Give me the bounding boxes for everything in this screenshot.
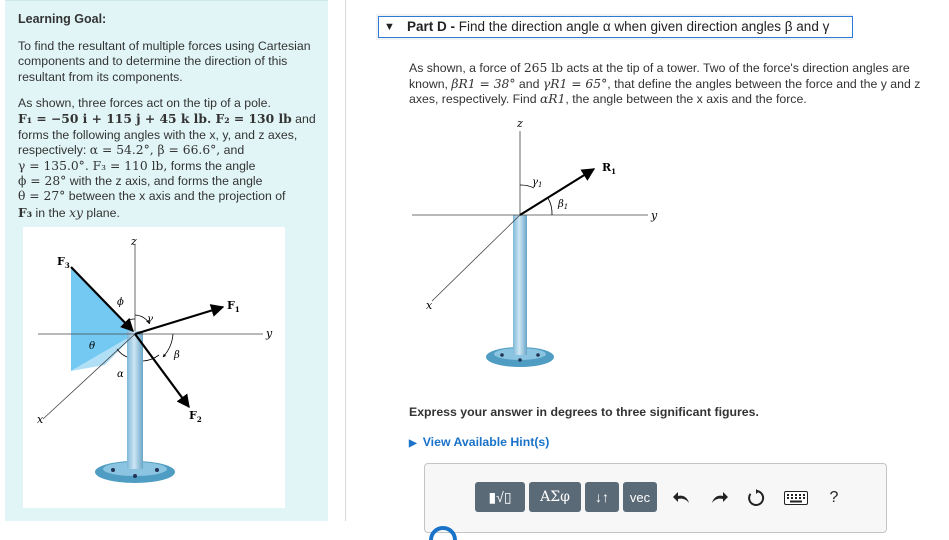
lg-lead: As shown, three forces act on the tip of a pole. [18, 96, 271, 110]
templates-icon: ▮√▯ [488, 488, 512, 505]
q-t1: As shown, a force of [409, 61, 521, 75]
help-button[interactable] [822, 486, 846, 510]
q-t3: and [518, 76, 540, 91]
learning-goal-intro: To find the resultant of multiple forces using Cartesian components and to determine the direction of this resultant from its components. [18, 39, 311, 84]
templates-button[interactable] [475, 482, 525, 512]
undo-icon [673, 490, 691, 506]
lg-forms: forms the angle [170, 158, 256, 173]
learning-goal-panel [5, 0, 328, 521]
tower-z-label: z [517, 117, 523, 130]
hints-caret-icon: ▶ [409, 438, 417, 449]
q-t6: , the angle between the x axis and the force. [565, 92, 807, 107]
question-text [409, 61, 934, 108]
pole-x-label: x [37, 413, 44, 426]
tower-x-axis [432, 215, 520, 301]
q-beta: βR1 = 38° [451, 76, 516, 91]
part-d-title[interactable] [407, 19, 829, 34]
pole-phi-label: ϕ [117, 297, 124, 308]
tower-force-diagram [408, 115, 688, 375]
pole [127, 331, 143, 469]
vec-label: vec [629, 489, 651, 505]
lg-f3: F₃ [18, 204, 33, 220]
pole-z-label: z [131, 235, 137, 248]
lg-phi: ϕ = 28° [18, 174, 67, 189]
collapse-caret-icon[interactable]: ▼ [384, 21, 395, 33]
lg-f1-values: F₁ = −50 i + 115 j + 45 k lb. F₂ = 130 lb [18, 111, 292, 127]
view-hints-link[interactable] [409, 435, 549, 449]
lg-plane: xy [69, 205, 83, 220]
q-t5: y and z axes, respectively. Find [409, 76, 921, 107]
answer-instructions: Express your answer in degrees to three significant figures. [409, 405, 759, 419]
q-force: 265 lb [523, 61, 564, 75]
lg-angle-values: α = 54.2°, β = 66.6°, [89, 143, 221, 158]
learning-goal-problem [18, 96, 318, 221]
tower-r1-label: $R_1$ [602, 161, 617, 176]
q-gamma: γR1 = 65° [542, 76, 608, 91]
pole-f3-label: $F_3$ [57, 255, 70, 270]
greek-label: ΑΣφ [540, 489, 570, 505]
greek-symbols-button[interactable] [529, 482, 581, 512]
tower-y-label: y [651, 209, 658, 222]
undo-button[interactable] [670, 486, 694, 510]
subscript-superscript-button[interactable] [585, 482, 619, 512]
pole-y-label: y [266, 327, 273, 340]
part-title-text: Find the direction angle α when given direction angles β and γ [458, 19, 830, 34]
lg-theta: θ = 27° [18, 189, 66, 204]
keyboard-button[interactable] [782, 486, 810, 510]
reset-button[interactable] [744, 486, 768, 510]
lg-and: and [223, 143, 245, 158]
submit-logo-icon [429, 526, 459, 540]
tower-beta-label: $\beta_1$ [558, 199, 569, 211]
pole-f1-label: $F_1$ [227, 299, 240, 314]
force-r1-arrow [520, 169, 594, 215]
lg-theta-tail: between the x axis and the projection of [68, 189, 286, 204]
redo-icon [710, 490, 728, 506]
lg-angles-intro: and forms the following angles with the x, y, and z axes, respectively: [18, 112, 316, 158]
pole-force-diagram [23, 227, 285, 508]
lg-plane-post: plane. [86, 205, 120, 220]
q-alpha: αR1 [540, 92, 566, 107]
lg-gamma-f3: γ = 135.0°. F₃ = 110 lb, [18, 158, 168, 173]
arrows-icon: ↓↑ [595, 489, 609, 505]
q-t4: , that define the angles between the force and the [607, 76, 878, 91]
pole-alpha-label: α [117, 369, 124, 380]
q-t2: acts at the tip of a tower. Two of the force's direction angles are known, [409, 61, 910, 91]
help-icon: ? [829, 489, 839, 506]
pole-beta-label: β [174, 350, 180, 361]
lg-phi-tail: with the z axis, and forms the angle [69, 174, 263, 189]
lg-plane-pre: in the [35, 205, 66, 220]
tower [513, 215, 527, 355]
keyboard-icon [784, 491, 808, 505]
reset-icon [747, 489, 765, 507]
panel-divider [345, 0, 346, 521]
part-label: Part D - [407, 19, 456, 34]
tower-x-label: x [426, 299, 433, 312]
pole-f2-label: $F_2$ [189, 409, 202, 424]
tower-gamma-label: $\gamma_1$ [532, 177, 543, 189]
force-f2-arrow [135, 334, 189, 407]
redo-button[interactable] [707, 486, 731, 510]
pole-gamma-label: γ [147, 314, 153, 325]
hints-label: View Available Hint(s) [422, 435, 550, 449]
learning-goal-title: Learning Goal: [18, 12, 107, 26]
vec-button[interactable] [623, 482, 657, 512]
pole-theta-label: θ [89, 341, 96, 352]
